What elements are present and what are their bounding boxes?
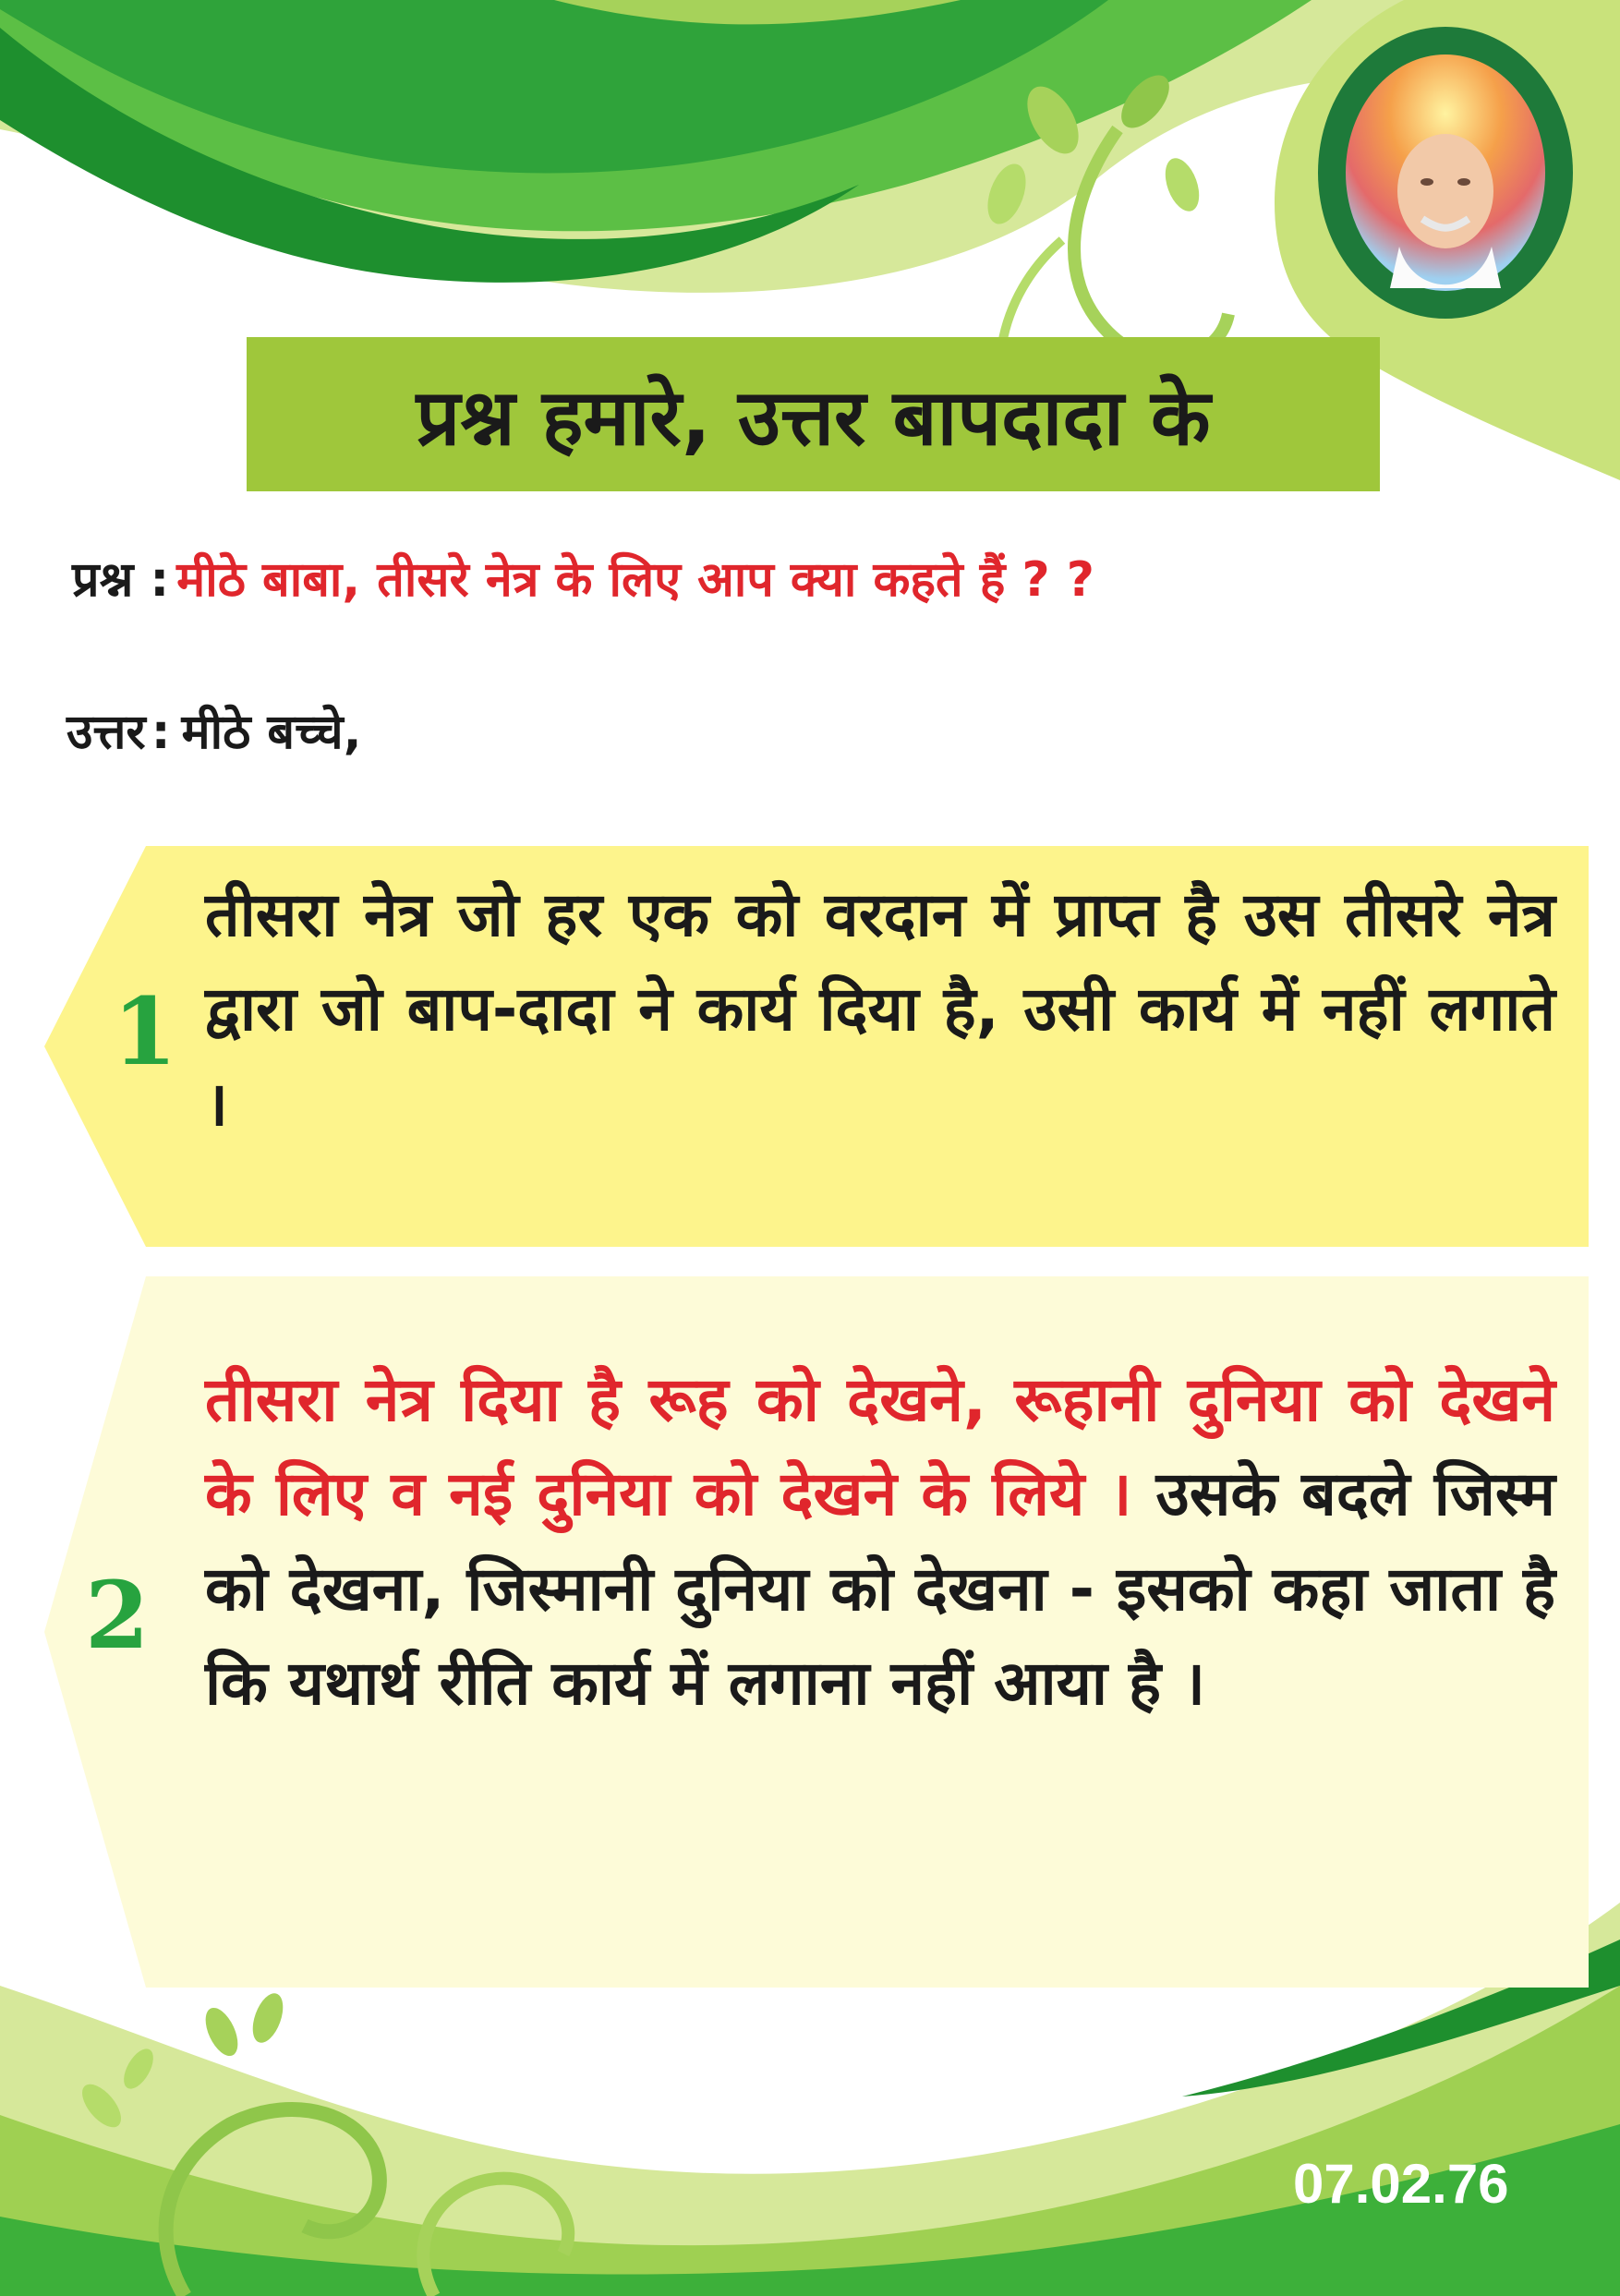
- page-title: प्रश्न हमारे, उत्तर बापदादा के: [416, 372, 1211, 463]
- point-number-2: 2: [85, 1561, 150, 1670]
- answer-greeting: मीठे बच्चे,: [181, 705, 362, 760]
- answer-label: उत्तर: [66, 705, 146, 760]
- answer-line: [66, 697, 361, 763]
- question-text: मीठे बाबा, तीसरे नेत्र के लिए आप क्या कहते हैं ? ?: [176, 552, 1094, 608]
- date-stamp: 07.02.76: [1293, 2153, 1509, 2215]
- portrait-image: [1312, 20, 1579, 325]
- portrait-frame: [1312, 20, 1579, 325]
- point-number-1: 1: [113, 977, 177, 1086]
- question-label: प्रश्न: [72, 552, 134, 608]
- point-text-2: [205, 1353, 1555, 1731]
- question-separator: :: [150, 552, 170, 608]
- title-banner: [247, 337, 1380, 491]
- point-text-1: तीसरा नेत्र जो हर एक को वरदान में प्राप्त है उस तीसरे नेत्र द्वारा जो बाप-दादा ने कार्य दिया है, उसी कार्य में नहीं लगाते ।: [205, 879, 1555, 1140]
- answer-separator: :: [151, 705, 171, 760]
- point-text-2-red: तीसरा नेत्र दिया है रूह को देखने, रूहानी दुनिया को देखने के लिए व नई दुनिया को देखने के लिये ।: [205, 1364, 1555, 1530]
- point-text-2-black: उसके बदले जिस्म को देखना, जिस्मानी दुनिया को देखना - इसको कहा जाता है कि यथार्थ रीति कार्य में लगाना नहीं आया है ।: [205, 1458, 1555, 1719]
- question-line: [72, 545, 1513, 610]
